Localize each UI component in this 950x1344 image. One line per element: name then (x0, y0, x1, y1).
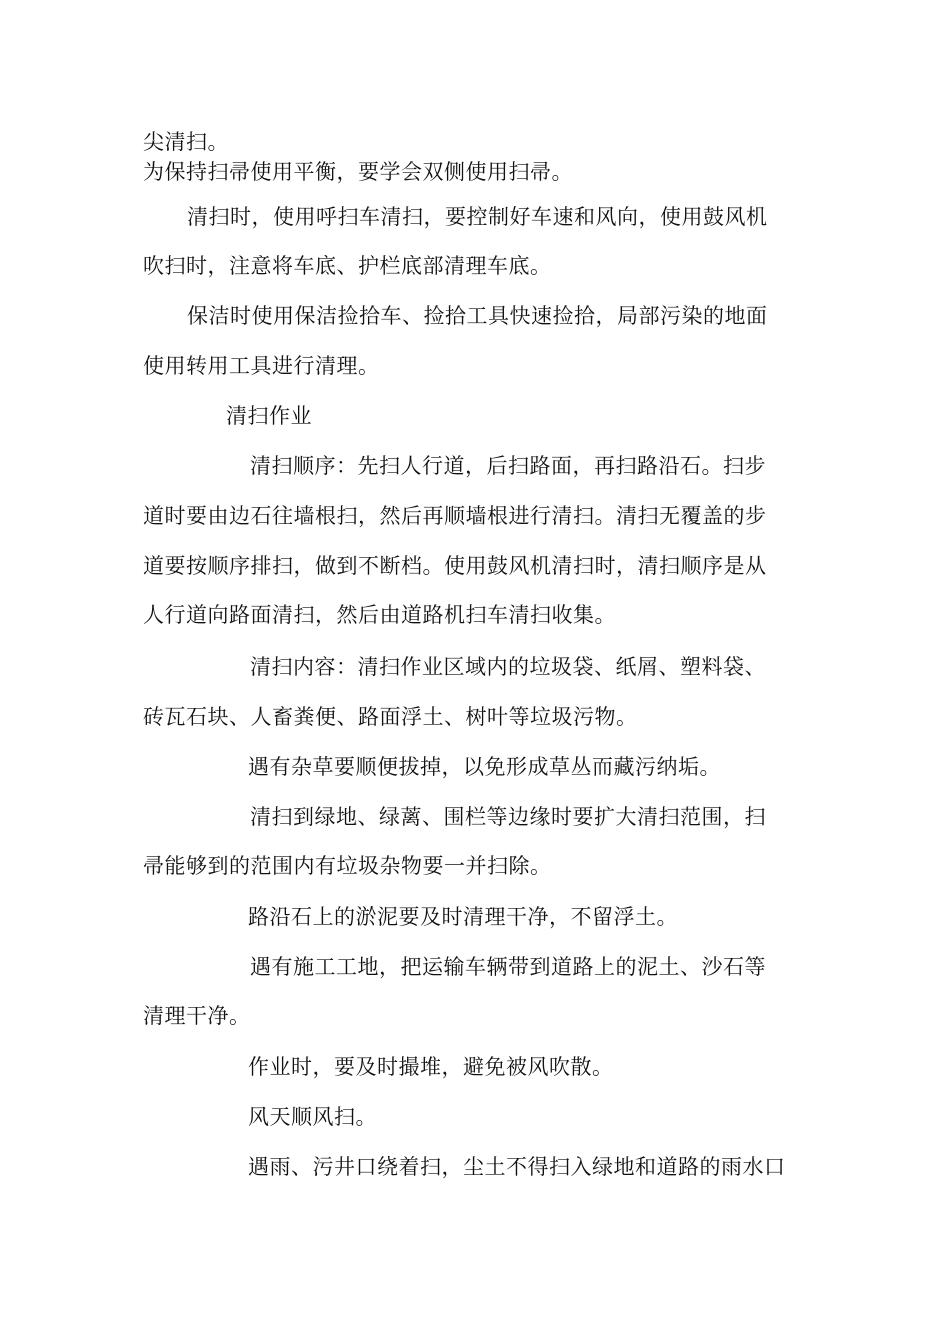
text-line: 为保持扫帚使用平衡，要学会双侧使用扫帚。 (143, 160, 573, 184)
paragraph-start: 清扫顺序：先扫人行道，后扫路面，再扫路沿石。扫步 (250, 454, 766, 478)
text-line: 道要按顺序排扫，做到不断档。使用鼓风机清扫时，清扫顺序是从 (143, 554, 767, 578)
paragraph-start: 路沿石上的淤泥要及时清理干净，不留浮土。 (248, 905, 678, 929)
text-line: 使用转用工具进行清理。 (143, 354, 380, 378)
text-line: 人行道向路面清扫，然后由道路机扫车清扫收集。 (143, 603, 616, 627)
text-line: 尖清扫。 (143, 130, 229, 154)
text-line: 吹扫时，注意将车底、护栏底部清理车底。 (143, 254, 552, 278)
paragraph-start: 清扫内容：清扫作业区域内的垃圾袋、纸屑、塑料袋、 (250, 655, 766, 679)
paragraph-start: 清扫时，使用呼扫车清扫，要控制好车速和风向，使用鼓风机 (187, 205, 768, 229)
text-line: 帚能够到的范围内有垃圾杂物要一并扫除。 (143, 854, 552, 878)
paragraph-start: 遇有施工工地，把运输车辆带到道路上的泥土、沙石等 (250, 955, 766, 979)
text-line: 清理干净。 (143, 1004, 251, 1028)
section-heading: 清扫作业 (226, 404, 312, 428)
text-line: 砖瓦石块、人畜粪便、路面浮土、树叶等垃圾污物。 (143, 705, 638, 729)
paragraph-start: 作业时，要及时撮堆，避免被风吹散。 (248, 1055, 614, 1079)
paragraph-start: 风天顺风扫。 (248, 1105, 377, 1129)
text-line: 道时要由边石往墙根扫，然后再顺墙根进行清扫。清扫无覆盖的步 (143, 504, 767, 528)
paragraph-start: 遇有杂草要顺便拔掉，以免形成草丛而藏污纳垢。 (248, 755, 721, 779)
paragraph-start: 清扫到绿地、绿蓠、围栏等边缘时要扩大清扫范围，扫 (250, 805, 766, 829)
paragraph-start: 遇雨、污井口绕着扫，尘土不得扫入绿地和道路的雨水口 (248, 1155, 786, 1179)
paragraph-start: 保洁时使用保洁捡拾车、捡拾工具快速捡拾，局部污染的地面 (187, 304, 768, 328)
